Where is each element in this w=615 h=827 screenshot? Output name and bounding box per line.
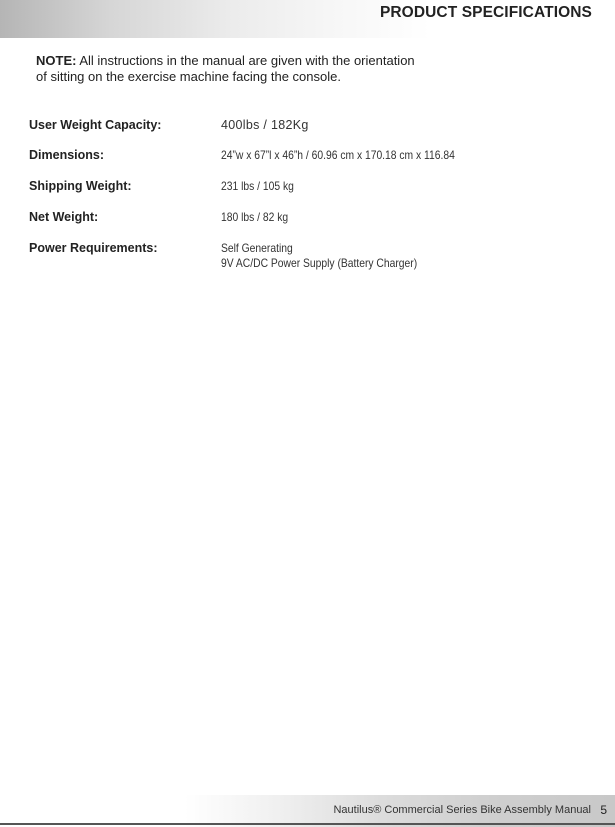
spec-value-line: 231 lbs / 105 kg [221,179,294,193]
spec-label: Shipping Weight: [29,179,132,193]
spec-label: Dimensions: [29,148,105,162]
spec-row-user-weight-capacity [29,118,589,152]
spec-value [221,118,309,133]
spec-row-shipping-weight [29,179,589,213]
page-title: PRODUCT SPECIFICATIONS [379,4,592,21]
spec-value-line: 180 lbs / 82 kg [221,210,289,224]
spec-value-line: Self Generating [221,241,293,255]
spec-value [221,179,294,194]
spec-value [221,241,417,271]
spec-label: User Weight Capacity: [29,118,162,132]
spec-row-power-requirements [29,241,589,275]
spec-value [221,210,288,225]
spec-row-dimensions [29,148,589,182]
footer-divider [0,823,615,825]
page-number: 5 [600,803,607,817]
orientation-note [36,53,466,85]
spec-value-line: 24”w x 67”l x 46”h / 60.96 cm x 170.18 cm x 116.84 [221,148,455,162]
note-text-line1: All instructions in the manual are given with the orientation [79,53,415,68]
spec-label: Net Weight: [29,210,99,224]
note-label: NOTE: [36,53,77,68]
footer-manual-title: Nautilus® Commercial Series Bike Assembly Manual [333,804,591,816]
spec-value-line: 9V AC/DC Power Supply (Battery Charger) [221,256,418,270]
note-text-line2: of sitting on the exercise machine facing the console. [36,69,341,84]
spec-value-line: 400lbs / 182Kg [221,118,309,132]
spec-label: Power Requirements: [29,241,158,255]
spec-value [221,148,455,163]
spec-row-net-weight [29,210,589,244]
